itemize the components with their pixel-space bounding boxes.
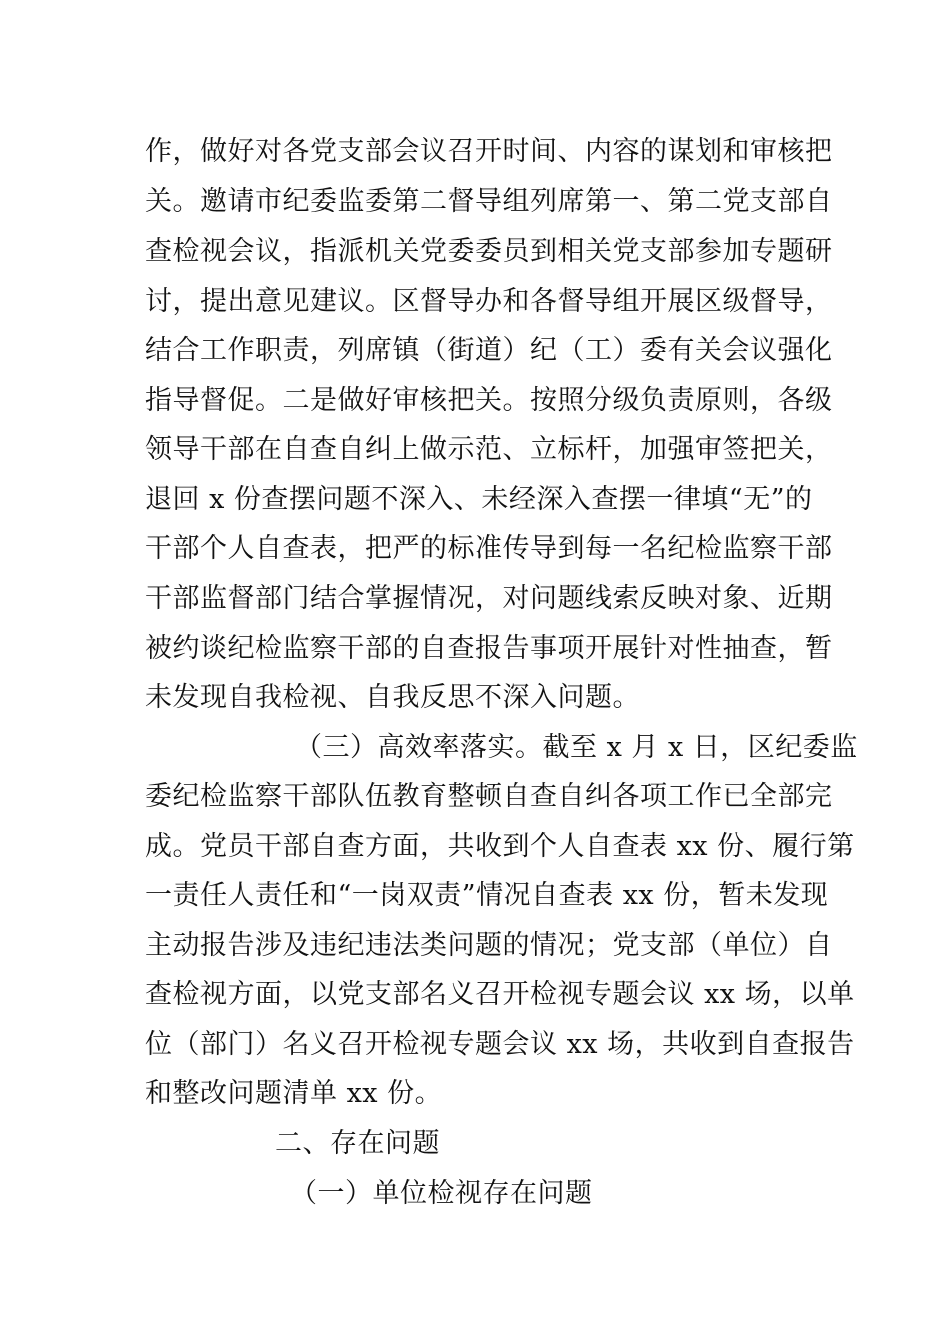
- paragraph-line: 结合工作职责，列席镇（街道）纪（工）委有关会议强化: [145, 335, 833, 366]
- section-heading: 二、存在问题: [275, 1128, 440, 1159]
- paragraph-line: 干部监督部门结合掌握情况，对问题线索反映对象、近期: [145, 583, 833, 614]
- paragraph-line: 关。邀请市纪委监委第二督导组列席第一、第二党支部自: [145, 186, 833, 217]
- paragraph-line: 指导督促。二是做好审核把关。按照分级负责原则，各级: [145, 385, 833, 416]
- paragraph-line: 查检视方面，以党支部名义召开检视专题会议 xx 场，以单: [145, 979, 855, 1010]
- paragraph-line: 退回 x 份查摆问题不深入、未经深入查摆一律填“无”的: [145, 484, 813, 515]
- paragraph-line: 成。党员干部自查方面，共收到个人自查表 xx 份、履行第: [145, 831, 855, 862]
- paragraph-line: 委纪检监察干部队伍教育整顿自查自纠各项工作已全部完: [145, 781, 833, 812]
- paragraph-line: 位（部门）名义召开检视专题会议 xx 场，共收到自查报告: [145, 1029, 855, 1060]
- subsection-heading: （一）单位检视存在问题: [290, 1178, 593, 1209]
- section-heading-line: （三）高效率落实。截至 x 月 x 日，区纪委监: [295, 732, 858, 763]
- paragraph-line: 未发现自我检视、自我反思不深入问题。: [145, 682, 640, 713]
- paragraph-line: 主动报告涉及违纪违法类问题的情况；党支部（单位）自: [145, 930, 833, 961]
- paragraph-line: 作，做好对各党支部会议召开时间、内容的谋划和审核把: [145, 136, 833, 167]
- paragraph-line: 讨，提出意见建议。区督导办和各督导组开展区级督导，: [145, 286, 833, 317]
- paragraph-line: 干部个人自查表，把严的标准传导到每一名纪检监察干部: [145, 533, 833, 564]
- paragraph-line: 查检视会议，指派机关党委委员到相关党支部参加专题研: [145, 236, 833, 267]
- paragraph-line: 被约谈纪检监察干部的自查报告事项开展针对性抽查，暂: [145, 633, 833, 664]
- paragraph-line: 一责任人责任和“一岗双责”情况自查表 xx 份，暂未发现: [145, 880, 829, 911]
- paragraph-line: 和整改问题清单 xx 份。: [145, 1078, 443, 1109]
- paragraph-line: 领导干部在自查自纠上做示范、立标杆，加强审签把关，: [145, 434, 833, 465]
